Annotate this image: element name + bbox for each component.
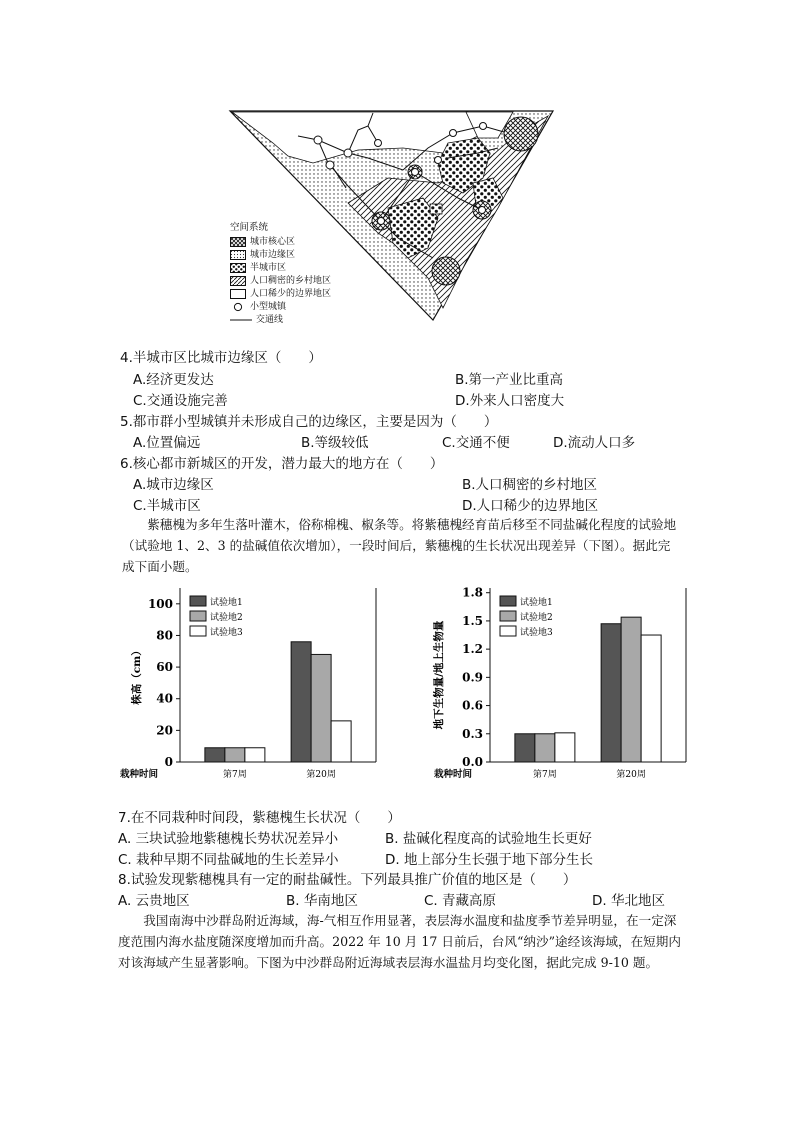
bar-试验地1-第7周 bbox=[515, 734, 535, 762]
x-axis-label: 栽种时间 bbox=[120, 769, 159, 780]
legend-item-urban-edge: 城市边缘区 bbox=[230, 249, 331, 262]
legend-label: 试验地2 bbox=[520, 613, 553, 623]
legend-swatch bbox=[190, 611, 206, 621]
bar-试验地3-第20周 bbox=[641, 635, 661, 762]
x-tick-label: 第7周 bbox=[223, 770, 247, 780]
legend-label: 试验地2 bbox=[210, 613, 243, 623]
bar-试验地1-第20周 bbox=[291, 642, 311, 762]
passage-1: 紫穗槐为多年生落叶灌木，俗称棉槐、椒条等。将紫穗槐经育苗后移至不同盐碱化程度的试验地（试验地 1、2、3 的盐碱值依次增加），一段时间后，紫穗槐的生长状况出现差异（下图）。据此完成下面小题。 bbox=[122, 517, 677, 574]
question-5-option-a[interactable]: A.位置偏远 bbox=[133, 435, 201, 451]
question-6-option-c[interactable]: C.半城市区 bbox=[133, 498, 201, 514]
legend-title: 空间系统 bbox=[230, 222, 269, 233]
legend-label: 试验地1 bbox=[210, 598, 243, 608]
legend-item-small-town: 小型城镇 bbox=[230, 301, 331, 314]
x-tick-label: 第20周 bbox=[616, 770, 646, 780]
passage-2: 我国南海中沙群岛附近海域，海-气相互作用显著，表层海水温度和盐度季节差异明显，在一定深度范围内海水盐度随深度增加而升高。2022 年 10 月 17 日前后，台风“纳沙”途经该海域，在短期内对该海域产生显著影响。下图为中沙群岛附近海域表层海水温盐月均变化图，据此完成 9-10 题。 bbox=[118, 913, 681, 970]
question-6-option-b[interactable]: B.人口稠密的乡村地区 bbox=[462, 477, 598, 493]
question-6-option-a[interactable]: A.城市边缘区 bbox=[133, 477, 214, 493]
bar-试验地2-第20周 bbox=[311, 654, 331, 762]
y-tick-label: 80 bbox=[156, 628, 173, 643]
legend-swatch bbox=[500, 596, 516, 606]
x-tick-label: 第7周 bbox=[533, 770, 557, 780]
urban-core-6 bbox=[430, 204, 442, 214]
question-7-stem: 7.在不同栽种时间段，紫穗槐生长状况（ ） bbox=[118, 810, 401, 826]
y-tick-label: 40 bbox=[156, 691, 173, 706]
y-tick-label: 0.0 bbox=[462, 755, 483, 769]
y-tick-label: 0.9 bbox=[462, 670, 483, 685]
y-axis-label: 株高（cm） bbox=[131, 645, 143, 705]
plant-height-chart bbox=[118, 580, 388, 780]
legend-label: 试验地3 bbox=[210, 628, 243, 638]
y-tick-label: 0.3 bbox=[462, 726, 483, 741]
urban-core-1 bbox=[504, 117, 538, 151]
bar-试验地3-第7周 bbox=[555, 733, 575, 762]
y-tick-label: 20 bbox=[156, 723, 173, 738]
y-tick-label: 1.5 bbox=[462, 613, 483, 628]
question-7-option-c[interactable]: C. 栽种早期不同盐碱地的生长差异小 bbox=[118, 852, 339, 868]
bar-试验地3-第20周 bbox=[331, 721, 351, 762]
bar-试验地1-第20周 bbox=[601, 624, 621, 762]
question-8-stem: 8.试验发现紫穗槐具有一定的耐盐碱性。下列最具推广价值的地区是（ ） bbox=[118, 872, 577, 888]
question-7-option-b[interactable]: B. 盐碱化程度高的试验地生长更好 bbox=[385, 831, 592, 847]
question-5-stem: 5.都市群小型城镇并未形成自己的边缘区，主要是因为（ ） bbox=[120, 414, 498, 430]
question-4-stem: 4.半城市区比城市边缘区（ ） bbox=[120, 350, 322, 366]
legend-swatch bbox=[190, 596, 206, 606]
bar-试验地2-第7周 bbox=[535, 734, 555, 762]
x-tick-label: 第20周 bbox=[306, 770, 336, 780]
question-5-option-c[interactable]: C.交通不便 bbox=[442, 435, 510, 451]
question-8-option-c[interactable]: C. 青藏高原 bbox=[424, 893, 497, 909]
y-tick-label: 0.6 bbox=[462, 698, 483, 713]
question-5-option-d[interactable]: D.流动人口多 bbox=[553, 435, 636, 451]
question-4-option-d[interactable]: D.外来人口密度大 bbox=[455, 393, 565, 409]
bar-试验地3-第7周 bbox=[245, 748, 265, 762]
question-6-stem: 6.核心都市新城区的开发，潜力最大的地方在（ ） bbox=[120, 456, 444, 472]
question-4-option-c[interactable]: C.交通设施完善 bbox=[133, 393, 228, 409]
y-tick-label: 100 bbox=[147, 596, 173, 611]
question-4-option-a[interactable]: A.经济更发达 bbox=[133, 372, 214, 388]
legend-item-semi-urban: 半城市区 bbox=[230, 262, 331, 275]
question-5-option-b[interactable]: B.等级较低 bbox=[301, 435, 369, 451]
bar-试验地1-第7周 bbox=[205, 748, 225, 762]
y-axis-label: 地下生物量/地上生物量 bbox=[433, 620, 445, 730]
urban-core-2 bbox=[432, 257, 460, 285]
question-6-option-d[interactable]: D.人口稀少的边界地区 bbox=[462, 498, 599, 514]
legend-item-transport-line: 交通线 bbox=[256, 315, 284, 325]
bar-试验地2-第7周 bbox=[225, 748, 245, 762]
map-legend bbox=[230, 221, 331, 327]
legend-label: 试验地3 bbox=[520, 628, 553, 638]
question-8-option-a[interactable]: A. 云贵地区 bbox=[118, 893, 190, 909]
question-7-option-a[interactable]: A. 三块试验地紫穗槐长势状况差异小 bbox=[118, 831, 339, 847]
question-8-option-b[interactable]: B. 华南地区 bbox=[286, 893, 358, 909]
question-8-option-d[interactable]: D. 华北地区 bbox=[592, 893, 665, 909]
legend-swatch bbox=[500, 611, 516, 621]
y-tick-label: 1.8 bbox=[462, 585, 483, 600]
biomass-ratio-chart bbox=[428, 580, 698, 780]
bar-试验地2-第20周 bbox=[621, 617, 641, 762]
legend-swatch bbox=[500, 626, 516, 636]
legend-swatch bbox=[190, 626, 206, 636]
question-7-option-d[interactable]: D. 地上部分生长强于地下部分生长 bbox=[385, 852, 593, 868]
legend-item-sparse-border: 人口稀少的边界地区 bbox=[230, 288, 331, 301]
legend-item-urban-core: 城市核心区 bbox=[230, 236, 331, 249]
legend-label: 试验地1 bbox=[520, 598, 553, 608]
y-tick-label: 1.2 bbox=[462, 642, 483, 657]
x-axis-label: 栽种时间 bbox=[434, 769, 473, 780]
y-tick-label: 60 bbox=[156, 660, 173, 675]
question-4-option-b[interactable]: B.第一产业比重高 bbox=[455, 372, 564, 388]
y-tick-label: 0 bbox=[164, 755, 173, 769]
legend-item-dense-rural: 人口稠密的乡村地区 bbox=[230, 275, 331, 288]
